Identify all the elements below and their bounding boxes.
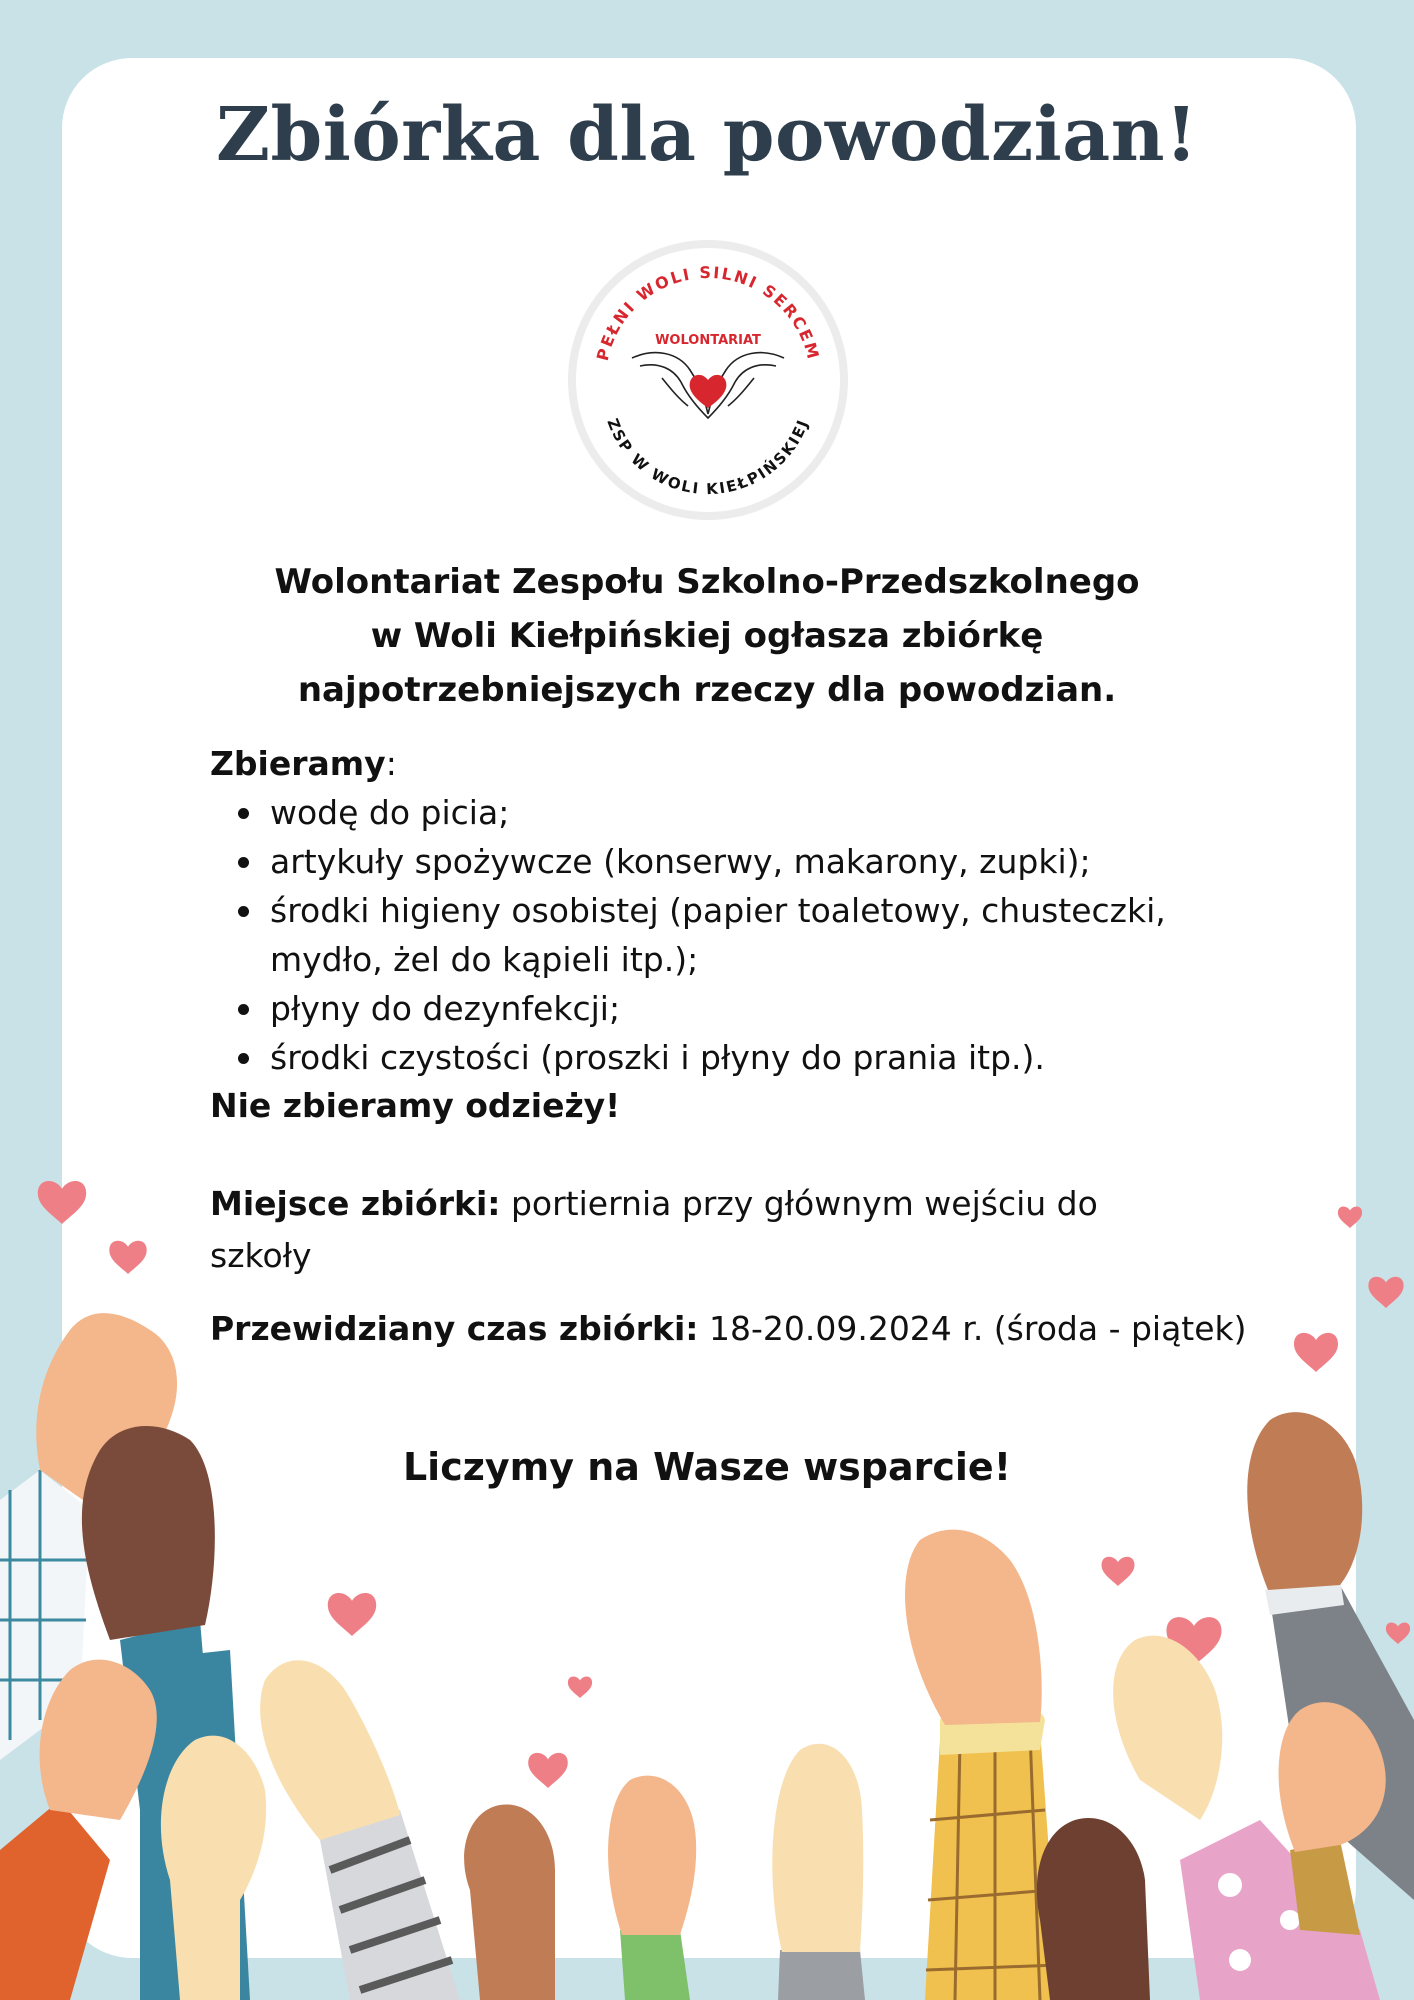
intro-line: w Woli Kiełpińskiej ogłasza zbiórkę: [370, 616, 1044, 656]
no-clothes-note: Nie zbieramy odzieży!: [210, 1086, 621, 1125]
collect-heading: [210, 740, 1270, 788]
collection-place: [210, 1178, 1170, 1282]
poster-title: Zbiórka dla powodzian!: [215, 92, 1199, 178]
volunteer-logo: [566, 238, 850, 522]
list-item: artykuły spożywcze (konserwy, makarony, zupki);: [270, 837, 1270, 886]
intro-line: Wolontariat Zespołu Szkolno-Przedszkolnego: [274, 562, 1140, 602]
logo-bottom-text: ZSP W WOLI KIEŁPIŃSKIEJ: [603, 415, 813, 499]
time-label: Przewidziany czas zbiórki:: [210, 1309, 699, 1348]
heart-icon: [1368, 1277, 1403, 1308]
heart-icon: [1386, 1623, 1410, 1644]
list-item: środki czystości (proszki i płyny do prania itp.).: [270, 1033, 1270, 1082]
place-label: Miejsce zbiórki:: [210, 1184, 501, 1223]
collection-time: [210, 1303, 1360, 1355]
place-value: portiernia przy głównym wejściu do szkoły: [210, 1184, 1098, 1275]
list-item: płyny do dezynfekcji;: [270, 984, 1270, 1033]
logo-top-text: PEŁNI WOLI SILNI SERCEM: [592, 262, 824, 363]
closing-message: Liczymy na Wasze wsparcie!: [402, 1445, 1012, 1489]
intro-text: [180, 555, 1234, 717]
collection-list: [210, 740, 1270, 1130]
list-item: środki higieny osobistej (papier toaletowy, chusteczki, mydło, żel do kąpieli itp.);: [270, 886, 1270, 984]
logo-center-text: WOLONTARIAT: [655, 333, 761, 348]
collect-label: Zbieramy: [210, 744, 386, 783]
items-list: [210, 788, 1270, 1082]
list-item: wodę do picia;: [270, 788, 1270, 837]
time-value: 18-20.09.2024 r. (środa - piątek): [698, 1309, 1247, 1348]
intro-line: najpotrzebniejszych rzeczy dla powodzian.: [297, 670, 1117, 710]
collect-colon: :: [385, 744, 397, 783]
